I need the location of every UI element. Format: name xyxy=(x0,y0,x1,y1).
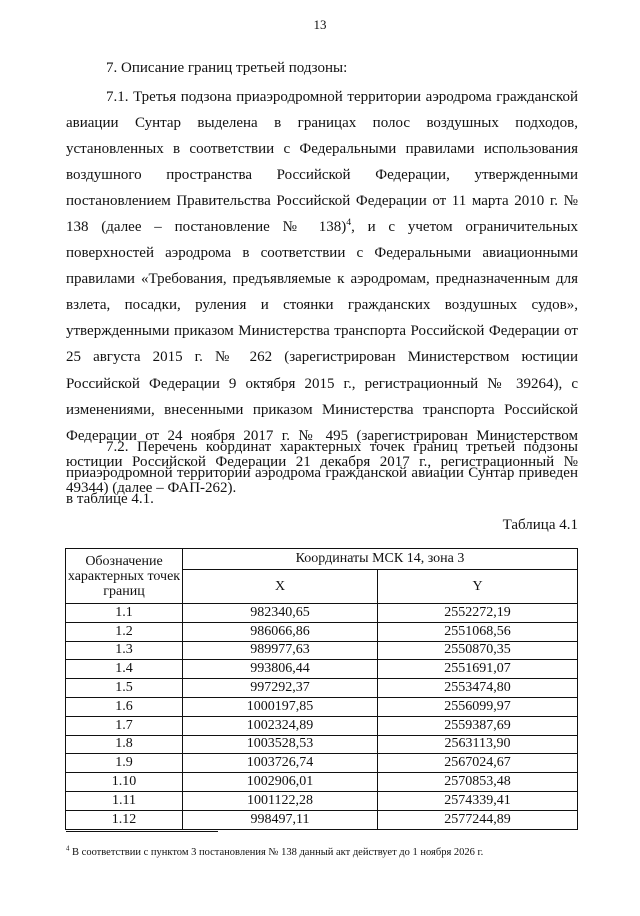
point-cell: 1.9 xyxy=(66,754,183,773)
point-cell: 1.7 xyxy=(66,716,183,735)
x-coordinate-cell: 1003528,53 xyxy=(183,735,378,754)
point-cell: 1.10 xyxy=(66,773,183,792)
footnote-reference[interactable]: 4 xyxy=(346,217,352,229)
x-coordinate-cell: 1003726,74 xyxy=(183,754,378,773)
table-row xyxy=(66,622,578,641)
paragraph-7-1-text-end: , и с учетом ограничительных поверхностей аэродрома в соответствии с Федеральными авиационными правилами «Требования, предъявляемые к аэродромам, предназначенным для взлета, посадки, руления и стоянки гражданских воздушных судов», утвержденными приказом Министерства транспорта Российской Федерации от 25 августа 2015 г. № 262 (зарегистрирован Министерством юстиции Российской Федерации 9 октября 2015 г., регистрационный № 39264), с изменениями, внесенными приказом Министерства транспорта Российской Федерации от 24 ноября 2017 г. № 495 (зарегистрирован Министерством юстиции Российской Федерации 21 декабря 2017 г., регистрационный № 49344) (далее – ФАП-262). xyxy=(66,219,578,496)
x-coordinate-cell: 982340,65 xyxy=(183,604,378,623)
table-row xyxy=(66,660,578,679)
footnote xyxy=(66,846,483,860)
x-coordinate-cell: 998497,11 xyxy=(183,810,378,829)
point-cell: 1.3 xyxy=(66,641,183,660)
coordinates-table xyxy=(65,548,578,830)
footnote-divider xyxy=(66,831,218,832)
y-coordinate-cell: 2563113,90 xyxy=(378,735,578,754)
x-coordinate-cell: 989977,63 xyxy=(183,641,378,660)
x-coordinate-cell: 1000197,85 xyxy=(183,697,378,716)
table-row xyxy=(66,716,578,735)
paragraph-7-2: 7.2. Перечень координат характерных точек границ третьей подзоны приаэродромной территории аэродрома гражданской авиации Сунтар приведен в таблице 4.1. xyxy=(66,439,578,508)
y-coordinate-cell: 2556099,97 xyxy=(378,697,578,716)
header-point-designation: Обозначение характерных точек границ xyxy=(66,549,183,604)
x-coordinate-cell: 997292,37 xyxy=(183,679,378,698)
paragraph-7-1-text-start: 7.1. Третья подзона приаэродромной территории аэродрома гражданской авиации Сунтар выделена в границах полос воздушных подходов, установленных в соответствии с Федеральными правилами использования воздушного пространства Российской Федерации, утвержденными постановлением Правительства Российской Федерации от 11 марта 2010 г. № 138 (далее – постановление № 138) xyxy=(66,89,578,236)
point-cell: 1.11 xyxy=(66,791,183,810)
y-coordinate-cell: 2552272,19 xyxy=(378,604,578,623)
page-number: 13 xyxy=(313,17,327,32)
table-row xyxy=(66,697,578,716)
y-coordinate-cell: 2567024,67 xyxy=(378,754,578,773)
point-cell: 1.4 xyxy=(66,660,183,679)
point-cell: 1.2 xyxy=(66,622,183,641)
x-coordinate-cell: 1002324,89 xyxy=(183,716,378,735)
section-heading: 7. Описание границ третьей подзоны: xyxy=(106,60,348,76)
y-coordinate-cell: 2559387,69 xyxy=(378,716,578,735)
x-coordinate-cell: 1002906,01 xyxy=(183,773,378,792)
y-coordinate-cell: 2574339,41 xyxy=(378,791,578,810)
header-y: Y xyxy=(378,570,578,604)
table-row xyxy=(66,679,578,698)
y-coordinate-cell: 2550870,35 xyxy=(378,641,578,660)
point-cell: 1.5 xyxy=(66,679,183,698)
table-row xyxy=(66,641,578,660)
table-row xyxy=(66,754,578,773)
point-cell: 1.12 xyxy=(66,810,183,829)
x-coordinate-cell: 1001122,28 xyxy=(183,791,378,810)
table-row xyxy=(66,773,578,792)
x-coordinate-cell: 993806,44 xyxy=(183,660,378,679)
y-coordinate-cell: 2551068,56 xyxy=(378,622,578,641)
footnote-marker: 4 xyxy=(66,845,70,853)
header-x: X xyxy=(183,570,378,604)
x-coordinate-cell: 986066,86 xyxy=(183,622,378,641)
header-coordinate-system: Координаты МСК 14, зона 3 xyxy=(183,549,578,570)
table-row xyxy=(66,735,578,754)
y-coordinate-cell: 2577244,89 xyxy=(378,810,578,829)
table-row xyxy=(66,604,578,623)
table-row xyxy=(66,791,578,810)
point-cell: 1.1 xyxy=(66,604,183,623)
footnote-text: В соответствии с пунктом 3 постановления № 138 данный акт действует до 1 ноября 2026 г. xyxy=(69,847,484,858)
point-cell: 1.8 xyxy=(66,735,183,754)
point-cell: 1.6 xyxy=(66,697,183,716)
table-row xyxy=(66,810,578,829)
table-caption: Таблица 4.1 xyxy=(502,517,578,533)
y-coordinate-cell: 2570853,48 xyxy=(378,773,578,792)
y-coordinate-cell: 2553474,80 xyxy=(378,679,578,698)
y-coordinate-cell: 2551691,07 xyxy=(378,660,578,679)
